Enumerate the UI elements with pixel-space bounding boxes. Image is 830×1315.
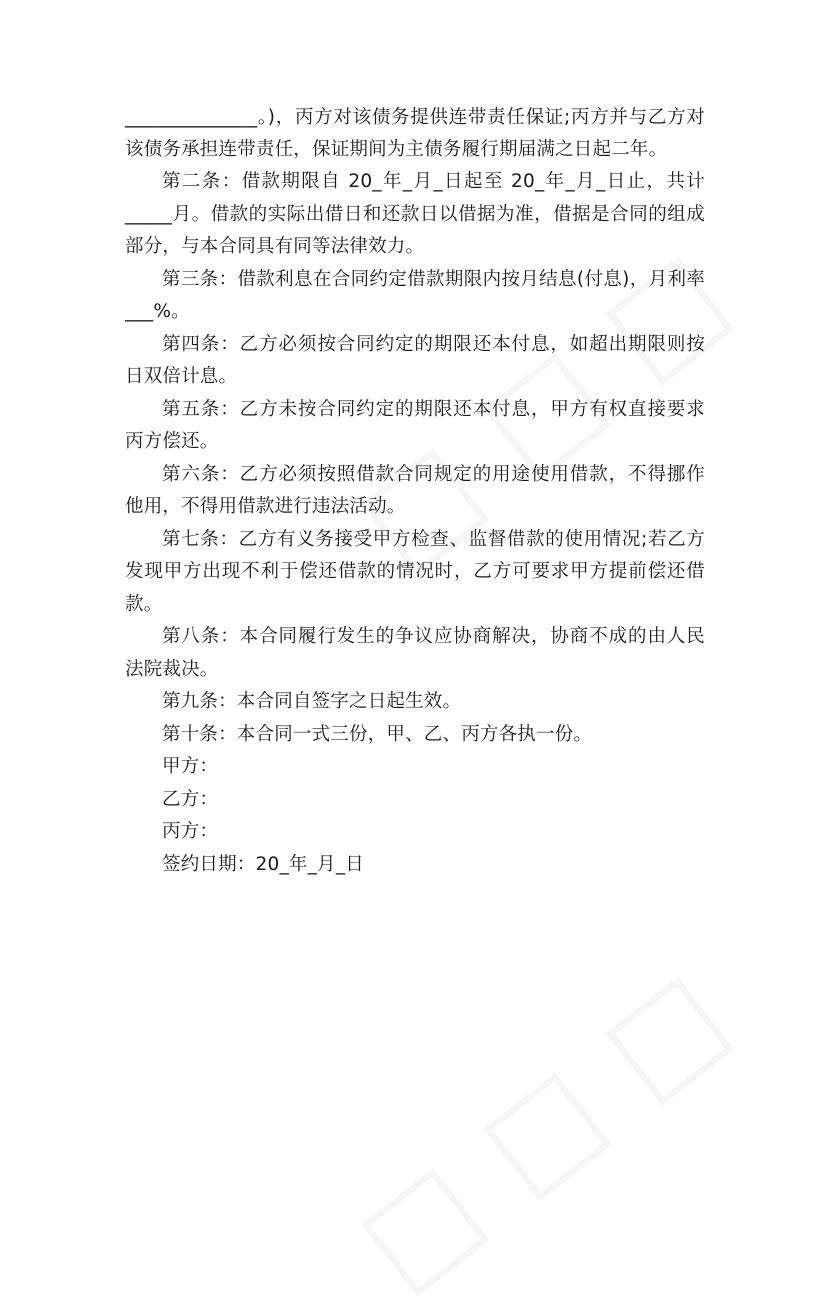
text-line: ______________。)，丙方对该债务提供连带责任保证;丙方并与乙方对 (125, 107, 705, 128)
text-line: 款。 (125, 594, 163, 615)
text-line: _____月。借款的实际出借日和还款日以借据为准，借据是合同的组成 (125, 204, 705, 225)
clause-2-line: 第二条：借款期限自 20_年_月_日起至 20_年_月_日止，共计 (162, 171, 705, 192)
clause-5-line: 第五条：乙方未按合同约定的期限还本付息，甲方有权直接要求 (162, 399, 705, 420)
text-line: 法院裁决。 (125, 659, 219, 680)
clause-9-line: 第九条：本合同自签字之日起生效。 (162, 691, 462, 712)
party-a-label: 甲方： (162, 756, 219, 777)
clause-4-line: 第四条：乙方必须按合同约定的期限还本付息，如超出期限则按 (162, 334, 705, 355)
clause-10-line: 第十条：本合同一式三份，甲、乙、丙方各执一份。 (162, 724, 593, 745)
signing-date-label: 签约日期：20_年_月_日 (162, 854, 364, 875)
clause-7-line: 第七条：乙方有义务接受甲方检查、监督借款的使用情况;若乙方 (162, 529, 705, 550)
clause-8-line: 第八条：本合同履行发生的争议应协商解决，协商不成的由人民 (162, 626, 705, 647)
text-line: 丙方偿还。 (125, 431, 219, 452)
text-line: 日双倍计息。 (125, 366, 238, 387)
party-b-label: 乙方： (162, 789, 219, 810)
clause-3-line: 第三条：借款利息在合同约定借款期限内按月结息(付息)，月利率 (162, 269, 705, 290)
clause-6-line: 第六条：乙方必须按照借款合同规定的用途使用借款，不得挪作 (162, 464, 705, 485)
text-line: 发现甲方出现不利于偿还借款的情况时，乙方可要求甲方提前偿还借 (125, 561, 705, 582)
party-c-label: 丙方： (162, 821, 219, 842)
watermark (332, 944, 751, 1314)
text-line: 该债务承担连带责任，保证期间为主债务履行期届满之日起二年。 (125, 139, 668, 160)
text-line: ___%。 (125, 301, 190, 322)
text-line: 部分，与本合同具有同等法律效力。 (125, 236, 425, 257)
text-line: 他用，不得用借款进行违法活动。 (125, 496, 406, 517)
